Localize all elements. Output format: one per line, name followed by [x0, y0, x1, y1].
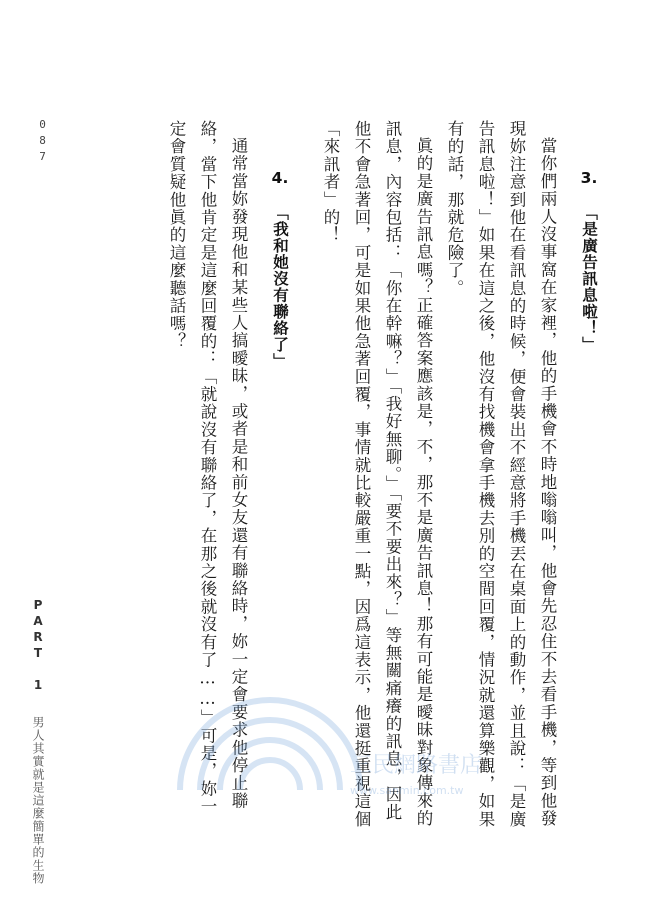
- watermark-text: 三民網路書店: [350, 753, 483, 778]
- paragraph: 眞的是廣告訊息嗎？正確答案應該是，不，那不是廣告訊息！那有可能是曖昧對象傳來的訊息，內容包括：「你在幹嘛？」「我好無聊。」「要不要出來？」等無關痛癢的訊息，因此他不會急著回，可是如果他急著回覆，事情就比較嚴重一點，因爲這表示，他還挺重視這個「來訊者」的！: [321, 120, 433, 828]
- section-heading-3: [573, 170, 604, 830]
- section-heading-4: [264, 170, 295, 830]
- section-heading-4-text: 「我和她沒有聯絡了」: [271, 204, 289, 370]
- chapter-title: 男人其實就是這麼簡單的生物: [31, 716, 45, 885]
- paragraph: 通常當妳發現他和某些人搞曖昧，或者是和前女友還有聯絡時，妳一定會要求他停止聯絡，當下他肯定是這麼回覆的：「就說沒有聯絡了，在那之後就沒有了……」可是，妳一定會質疑他眞的這麼聽話嗎？: [167, 120, 248, 816]
- section-heading-4-number: 4.: [271, 170, 289, 186]
- section-heading-3-text: 「是廣告訊息啦！」: [580, 204, 598, 353]
- watermark-url: www.sanmin.com.tw: [350, 784, 464, 797]
- running-header: [30, 598, 47, 885]
- paragraph: 當你們兩人沒事窩在家裡，他的手機會不時地嗡嗡叫，他會先忍住不去看手機，等到他發現妳注意到他在看訊息的時候，便會裝出不經意將手機丟在桌面上的動作，並且說：「是廣告訊息啦！」如果在這之後，他沒有找機會拿手機去別的空間回覆，情況就還算樂觀，如果有的話，那就危險了。: [445, 120, 557, 828]
- part-label: PART 1: [31, 598, 45, 694]
- page-number-text: 087: [36, 118, 49, 166]
- body-text: [161, 120, 604, 830]
- section-heading-3-number: 3.: [580, 170, 598, 186]
- page-number: [36, 118, 49, 166]
